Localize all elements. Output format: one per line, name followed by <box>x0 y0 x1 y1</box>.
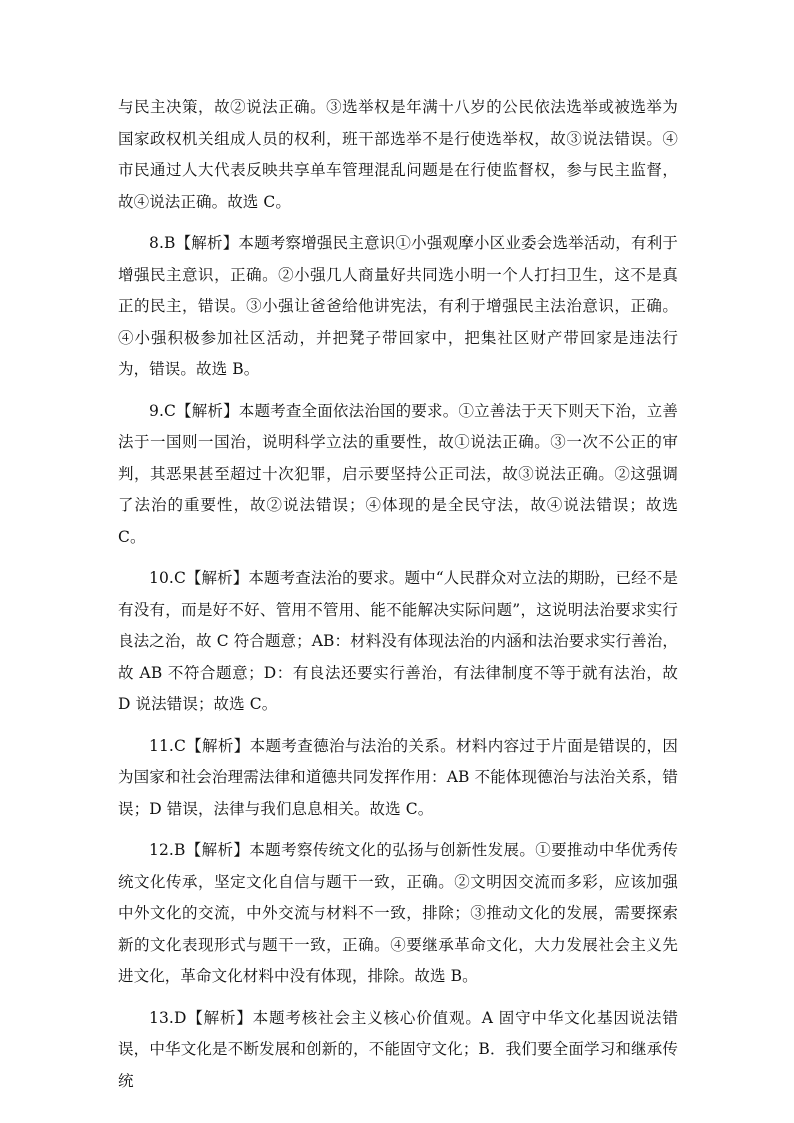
paragraph-answer-10: 10.C【解析】本题考查法治的要求。题中“人民群众对立法的期盼，已经不是有没有，而是好不好、管用不管用、能不能解决实际问题”，这说明法治要求实行良法之治，故 C 符合题意；AB：材料没有体现法治的内涵和法治要求实行善治，故 AB 不符合题意；D：有良法还要实行善治，有法律制度不等于就有法治，故 D 说法错误；故选 C。 <box>118 569 678 713</box>
paragraph-answer-11: 11.C【解析】本题考查德治与法治的关系。材料内容过于片面是错误的，因为国家和社会治理需法律和道德共同发挥作用：AB 不能体现德治与法治关系，错误；D 错误，法律与我们息息相关。故选 C。 <box>118 736 678 818</box>
paragraph-answer-8: 8.B【解析】本题考察增强民主意识①小强观摩小区业委会选举活动，有利于增强民主意识，正确。②小强几人商量好共同选小明一个人打扫卫生，这不是真正的民主，错误。③小强让爸爸给他讲宪法，有利于增强民主法治意识，正确。④小强积极参加社区活动，并把凳子带回家中，把集社区财产带回家是违法行为，错误。故选 B。 <box>118 234 678 378</box>
paragraph-answer-12: 12.B【解析】本题考察传统文化的弘扬与创新性发展。①要推动中华优秀传统文化传承，坚定文化自信与题干一致，正确。②文明因交流而多彩，应该加强中外文化的交流，中外交流与材料不一致，排除；③推动文化的发展，需要探索新的文化表现形式与题干一致，正确。④要继承革命文化，大力发展社会主义先进文化，革命文化材料中没有体现，排除。故选 B。 <box>118 841 678 985</box>
paragraph-answer-13: 13.D【解析】本题考核社会主义核心价值观。A 固守中华文化基因说法错误，中华文化是不断发展和创新的，不能固守文化；B．我们要全面学习和继承传统 <box>118 1008 678 1090</box>
paragraph-answer-7-continued: 与民主决策，故②说法正确。③选举权是年满十八岁的公民依法选举或被选举为国家政权机关组成人员的权利，班干部选举不是行使选举权，故③说法错误。④市民通过人大代表反映共享单车管理混乱问题是在行使监督权，参与民主监督，故④说法正确。故选 C。 <box>118 98 678 211</box>
paragraph-answer-9: 9.C【解析】本题考查全面依法治国的要求。①立善法于天下则天下治，立善法于一国则一国治，说明科学立法的重要性，故①说法正确。③一次不公正的审判，其恶果甚至超过十次犯罪，启示要坚持公正司法，故③说法正确。②这强调了法治的重要性，故②说法错误；④体现的是全民守法，故④说法错误；故选 C。 <box>118 401 678 546</box>
document-page <box>118 92 678 1097</box>
